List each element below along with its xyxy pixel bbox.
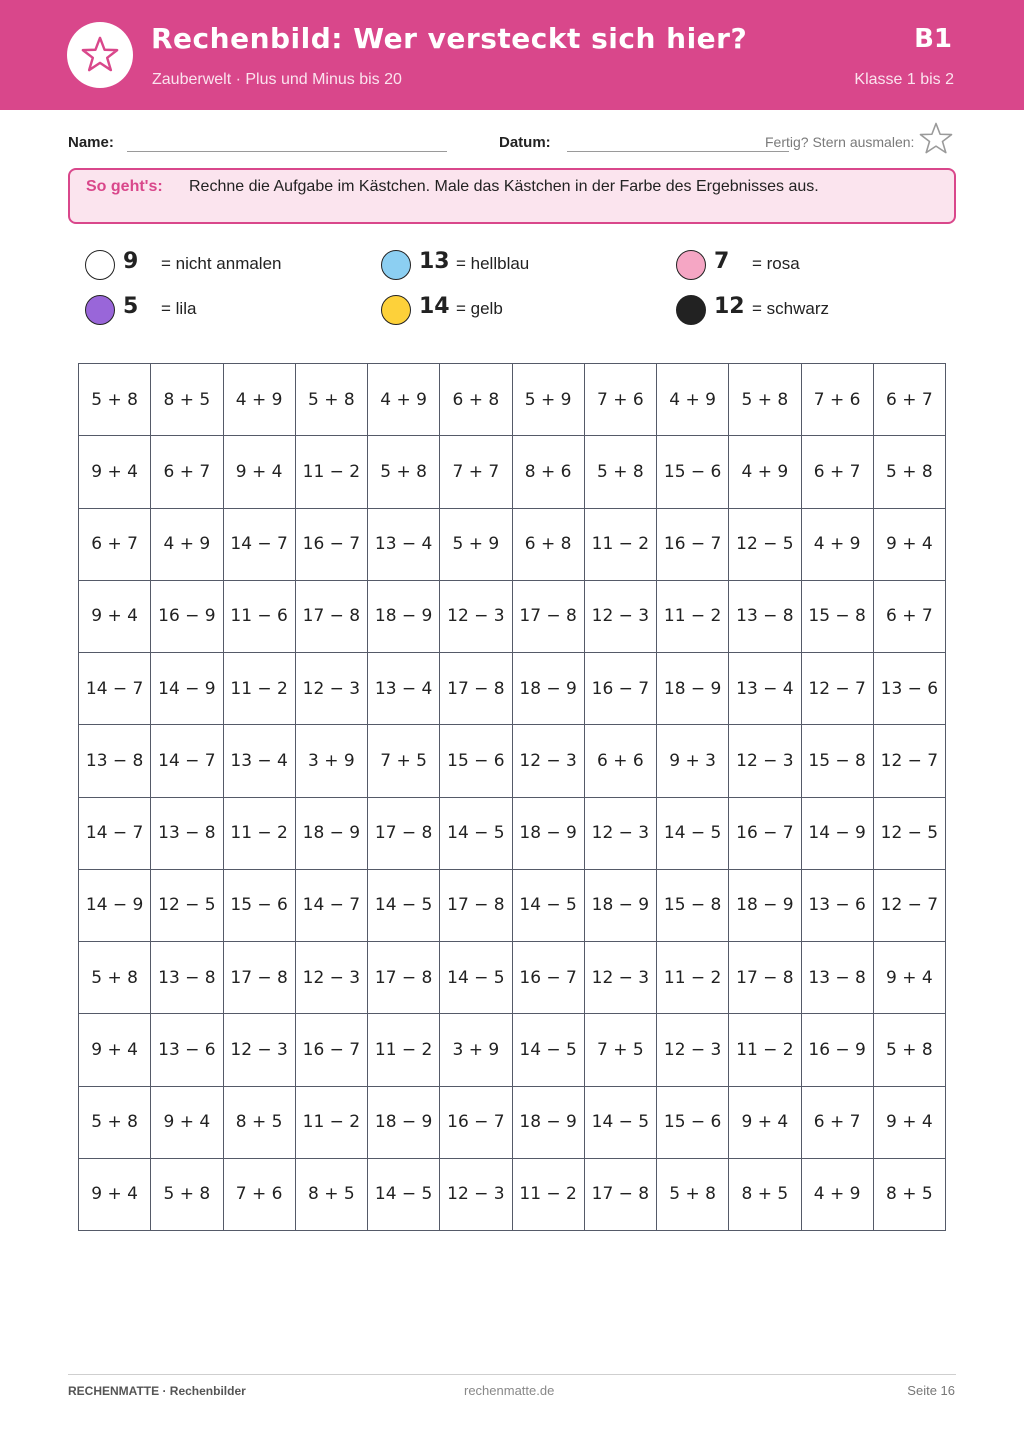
- grid-cell[interactable]: 16 − 7: [512, 942, 584, 1014]
- legend-label: = gelb: [456, 299, 503, 318]
- grid-cell[interactable]: 12 − 3: [657, 1014, 729, 1086]
- name-label: Name:: [68, 134, 114, 151]
- grid-cell[interactable]: 9 + 4: [873, 942, 945, 1014]
- legend-color-dot: [85, 250, 115, 280]
- grid-cell[interactable]: 17 − 8: [368, 797, 440, 869]
- legend-color-dot: [381, 295, 411, 325]
- grid-cell[interactable]: 6 + 8: [512, 508, 584, 580]
- grid-row: [79, 725, 946, 797]
- grid-cell[interactable]: 5 + 8: [79, 364, 151, 436]
- grid-cell[interactable]: 9 + 4: [223, 436, 295, 508]
- footer-divider: [68, 1374, 956, 1375]
- grid-cell[interactable]: 12 − 3: [584, 797, 656, 869]
- page-title: Rechenbild: Wer versteckt sich hier?: [151, 22, 748, 55]
- grid-cell[interactable]: 6 + 7: [801, 436, 873, 508]
- grid-cell[interactable]: 17 − 8: [512, 580, 584, 652]
- header-banner: [0, 0, 1024, 110]
- legend-number: 5: [123, 294, 139, 319]
- grid-cell[interactable]: 11 − 2: [223, 653, 295, 725]
- grid-cell[interactable]: 9 + 4: [79, 436, 151, 508]
- grade-label: Klasse 1 bis 2: [854, 71, 954, 88]
- instructions-box: [68, 168, 956, 224]
- grid-cell[interactable]: 5 + 9: [512, 364, 584, 436]
- grid-row: [79, 508, 946, 580]
- grid-cell[interactable]: 12 − 3: [584, 942, 656, 1014]
- grid-cell[interactable]: 15 − 8: [801, 725, 873, 797]
- grid-cell[interactable]: 11 − 2: [584, 508, 656, 580]
- legend-label: = nicht anmalen: [161, 254, 282, 273]
- grid-cell[interactable]: 8 + 5: [151, 364, 223, 436]
- grid-cell[interactable]: 6 + 8: [440, 364, 512, 436]
- instructions-text: Rechne die Aufgabe im Kästchen. Male das Kästchen in der Farbe des Ergebnisses aus.: [189, 178, 819, 195]
- grid-cell[interactable]: 9 + 4: [79, 1014, 151, 1086]
- grid-cell[interactable]: 15 − 8: [801, 580, 873, 652]
- grid-cell[interactable]: 4 + 9: [729, 436, 801, 508]
- grid-cell[interactable]: 13 − 8: [151, 942, 223, 1014]
- grid-cell[interactable]: 6 + 7: [873, 580, 945, 652]
- grid-cell[interactable]: 6 + 7: [801, 1086, 873, 1158]
- grid-cell[interactable]: 13 − 8: [151, 797, 223, 869]
- done-text: Fertig? Stern ausmalen:: [765, 134, 915, 150]
- grid-cell[interactable]: 18 − 9: [584, 869, 656, 941]
- grid-cell[interactable]: 15 − 6: [657, 436, 729, 508]
- grid-cell[interactable]: 14 − 5: [368, 869, 440, 941]
- grid-cell[interactable]: 17 − 8: [295, 580, 367, 652]
- legend-color-dot: [676, 250, 706, 280]
- grid-cell[interactable]: 12 − 3: [729, 725, 801, 797]
- grid-cell[interactable]: 4 + 9: [657, 364, 729, 436]
- footer-brand: RECHENMATTE · Rechenbilder: [68, 1384, 246, 1398]
- grid-cell[interactable]: 14 − 5: [440, 797, 512, 869]
- grid-cell[interactable]: 7 + 7: [440, 436, 512, 508]
- grid-row: [79, 653, 946, 725]
- grid-cell[interactable]: 9 + 4: [729, 1086, 801, 1158]
- legend-color-dot: [85, 295, 115, 325]
- puzzle-grid: [78, 363, 946, 1231]
- grid-cell[interactable]: 12 − 7: [801, 653, 873, 725]
- footer-website: rechenmatte.de: [464, 1383, 555, 1398]
- legend-number: 9: [123, 249, 139, 274]
- grid-cell[interactable]: 14 − 7: [79, 653, 151, 725]
- grid-cell[interactable]: 8 + 5: [873, 1158, 945, 1230]
- grid-cell[interactable]: 16 − 7: [295, 508, 367, 580]
- star-outline-icon: [79, 34, 121, 76]
- grid-cell[interactable]: 14 − 9: [79, 869, 151, 941]
- grid-cell[interactable]: 18 − 9: [512, 653, 584, 725]
- grid-cell[interactable]: 14 − 7: [223, 508, 295, 580]
- grid-cell[interactable]: 7 + 5: [584, 1014, 656, 1086]
- grid-cell[interactable]: 11 − 2: [657, 942, 729, 1014]
- grid-cell[interactable]: 5 + 8: [295, 364, 367, 436]
- grid-cell[interactable]: 6 + 7: [873, 364, 945, 436]
- grid-cell[interactable]: 16 − 7: [584, 653, 656, 725]
- grid-cell[interactable]: 18 − 9: [295, 797, 367, 869]
- grid-cell[interactable]: 12 − 3: [295, 653, 367, 725]
- grid-cell[interactable]: 17 − 8: [584, 1158, 656, 1230]
- grid-cell[interactable]: 8 + 6: [512, 436, 584, 508]
- grid-row: [79, 364, 946, 436]
- level-badge: B1: [914, 24, 952, 54]
- grid-cell[interactable]: 14 − 5: [657, 797, 729, 869]
- grid-cell[interactable]: 5 + 8: [79, 1086, 151, 1158]
- grid-cell[interactable]: 16 − 7: [657, 508, 729, 580]
- grid-cell[interactable]: 8 + 5: [729, 1158, 801, 1230]
- grid-row: [79, 869, 946, 941]
- grid-cell[interactable]: 17 − 8: [729, 942, 801, 1014]
- date-label: Datum:: [499, 134, 551, 151]
- grid-cell[interactable]: 12 − 3: [584, 580, 656, 652]
- grid-cell[interactable]: 14 − 7: [151, 725, 223, 797]
- grid-cell[interactable]: 14 − 7: [79, 797, 151, 869]
- grid-cell[interactable]: 14 − 9: [801, 797, 873, 869]
- grid-cell[interactable]: 17 − 8: [223, 942, 295, 1014]
- date-field[interactable]: [567, 151, 789, 152]
- grid-cell[interactable]: 12 − 5: [729, 508, 801, 580]
- grid-cell[interactable]: 7 + 6: [801, 364, 873, 436]
- grid-cell[interactable]: 15 − 6: [657, 1086, 729, 1158]
- grid-cell[interactable]: 11 − 2: [657, 580, 729, 652]
- grid-cell[interactable]: 5 + 8: [368, 436, 440, 508]
- grid-cell[interactable]: 5 + 8: [873, 1014, 945, 1086]
- grid-cell[interactable]: 13 − 4: [729, 653, 801, 725]
- grid-cell[interactable]: 4 + 9: [801, 508, 873, 580]
- grid-row: [79, 797, 946, 869]
- grid-cell[interactable]: 8 + 5: [295, 1158, 367, 1230]
- grid-cell[interactable]: 13 − 4: [368, 508, 440, 580]
- grid-cell[interactable]: 11 − 6: [223, 580, 295, 652]
- grid-cell[interactable]: 14 − 5: [512, 1014, 584, 1086]
- grid-cell[interactable]: 9 + 4: [79, 1158, 151, 1230]
- grid-cell[interactable]: 11 − 2: [223, 797, 295, 869]
- grid-cell[interactable]: 13 − 6: [873, 653, 945, 725]
- grid-cell[interactable]: 9 + 4: [79, 580, 151, 652]
- grid-cell[interactable]: 16 − 9: [801, 1014, 873, 1086]
- grid-cell[interactable]: 15 − 6: [440, 725, 512, 797]
- grid-cell[interactable]: 4 + 9: [801, 1158, 873, 1230]
- grid-cell[interactable]: 8 + 5: [223, 1086, 295, 1158]
- grid-cell[interactable]: 16 − 7: [295, 1014, 367, 1086]
- legend-label: = rosa: [752, 254, 800, 273]
- grid-row: [79, 942, 946, 1014]
- grid-cell[interactable]: 14 − 5: [368, 1158, 440, 1230]
- grid-cell[interactable]: 9 + 4: [151, 1086, 223, 1158]
- grid-row: [79, 1086, 946, 1158]
- grid-cell[interactable]: 4 + 9: [223, 364, 295, 436]
- grid-cell[interactable]: 9 + 3: [657, 725, 729, 797]
- grid-cell[interactable]: 17 − 8: [368, 942, 440, 1014]
- grid-cell[interactable]: 16 − 7: [440, 1086, 512, 1158]
- grid-cell[interactable]: 13 − 8: [79, 725, 151, 797]
- grid-cell[interactable]: 9 + 4: [873, 508, 945, 580]
- grid-cell[interactable]: 12 − 7: [873, 869, 945, 941]
- grid-row: [79, 436, 946, 508]
- grid-cell[interactable]: 12 − 3: [512, 725, 584, 797]
- legend-color-dot: [381, 250, 411, 280]
- grid-cell[interactable]: 15 − 8: [657, 869, 729, 941]
- grid-cell[interactable]: 14 − 5: [440, 942, 512, 1014]
- done-star[interactable]: [917, 120, 955, 163]
- grid-cell[interactable]: 5 + 8: [151, 1158, 223, 1230]
- page-subtitle: Zauberwelt · Plus und Minus bis 20: [152, 71, 402, 88]
- grid-cell[interactable]: 11 − 2: [295, 436, 367, 508]
- grid-cell[interactable]: 13 − 6: [151, 1014, 223, 1086]
- grid-cell[interactable]: 18 − 9: [368, 580, 440, 652]
- instructions-title: So geht's:: [86, 178, 163, 195]
- grid-cell[interactable]: 13 − 4: [368, 653, 440, 725]
- grid-cell[interactable]: 12 − 7: [873, 725, 945, 797]
- legend-number: 12: [714, 294, 745, 319]
- logo-badge: [67, 22, 133, 88]
- legend-number: 7: [714, 249, 730, 274]
- grid-cell[interactable]: 3 + 9: [440, 1014, 512, 1086]
- grid-cell[interactable]: 12 − 5: [151, 869, 223, 941]
- grid-cell[interactable]: 16 − 7: [729, 797, 801, 869]
- grid-cell[interactable]: 18 − 9: [657, 653, 729, 725]
- grid-cell[interactable]: 6 + 6: [584, 725, 656, 797]
- grid-cell[interactable]: 4 + 9: [151, 508, 223, 580]
- grid-cell[interactable]: 3 + 9: [295, 725, 367, 797]
- grid-cell[interactable]: 12 − 3: [440, 1158, 512, 1230]
- grid-cell[interactable]: 11 − 2: [368, 1014, 440, 1086]
- legend-label: = hellblau: [456, 254, 530, 273]
- grid-cell[interactable]: 12 − 3: [223, 1014, 295, 1086]
- grid-cell[interactable]: 14 − 7: [295, 869, 367, 941]
- grid-cell[interactable]: 9 + 4: [873, 1086, 945, 1158]
- grid-row: [79, 1014, 946, 1086]
- grid-cell[interactable]: 14 − 5: [584, 1086, 656, 1158]
- grid-cell[interactable]: 6 + 7: [79, 508, 151, 580]
- grid-cell[interactable]: 16 − 9: [151, 580, 223, 652]
- grid-cell[interactable]: 18 − 9: [512, 1086, 584, 1158]
- legend-label: = lila: [161, 299, 197, 318]
- name-field[interactable]: [127, 151, 447, 152]
- grid-cell[interactable]: 5 + 8: [657, 1158, 729, 1230]
- grid-cell[interactable]: 15 − 6: [223, 869, 295, 941]
- grid-cell[interactable]: 7 + 6: [223, 1158, 295, 1230]
- legend-color-dot: [676, 295, 706, 325]
- grid-cell[interactable]: 18 − 9: [368, 1086, 440, 1158]
- grid-cell[interactable]: 5 + 8: [873, 436, 945, 508]
- grid-cell[interactable]: 11 − 2: [295, 1086, 367, 1158]
- grid-cell[interactable]: 17 − 8: [440, 869, 512, 941]
- legend-label: = schwarz: [752, 299, 829, 318]
- grid-cell[interactable]: 11 − 2: [512, 1158, 584, 1230]
- grid-cell[interactable]: 14 − 5: [512, 869, 584, 941]
- grid-cell[interactable]: 13 − 4: [223, 725, 295, 797]
- grid-cell[interactable]: 5 + 9: [440, 508, 512, 580]
- grid-row: [79, 580, 946, 652]
- grid-cell[interactable]: 12 − 3: [440, 580, 512, 652]
- grid-cell[interactable]: 14 − 9: [151, 653, 223, 725]
- grid-cell[interactable]: 5 + 8: [729, 364, 801, 436]
- legend-number: 14: [419, 294, 450, 319]
- grid-cell[interactable]: 12 − 5: [873, 797, 945, 869]
- grid-cell[interactable]: 18 − 9: [729, 869, 801, 941]
- grid-cell[interactable]: 11 − 2: [729, 1014, 801, 1086]
- grid-cell[interactable]: 5 + 8: [584, 436, 656, 508]
- star-outline-icon: [917, 120, 955, 158]
- page-number: Seite 16: [907, 1383, 955, 1398]
- grid-cell[interactable]: 13 − 8: [729, 580, 801, 652]
- grid-cell[interactable]: 13 − 8: [801, 942, 873, 1014]
- grid-cell[interactable]: 6 + 7: [151, 436, 223, 508]
- grid-cell[interactable]: 12 − 3: [295, 942, 367, 1014]
- legend-number: 13: [419, 249, 450, 274]
- grid-cell[interactable]: 17 − 8: [440, 653, 512, 725]
- grid-cell[interactable]: 4 + 9: [368, 364, 440, 436]
- grid-cell[interactable]: 13 − 6: [801, 869, 873, 941]
- grid-cell[interactable]: 7 + 6: [584, 364, 656, 436]
- grid-row: [79, 1158, 946, 1230]
- grid-cell[interactable]: 18 − 9: [512, 797, 584, 869]
- grid-cell[interactable]: 5 + 8: [79, 942, 151, 1014]
- grid-cell[interactable]: 7 + 5: [368, 725, 440, 797]
